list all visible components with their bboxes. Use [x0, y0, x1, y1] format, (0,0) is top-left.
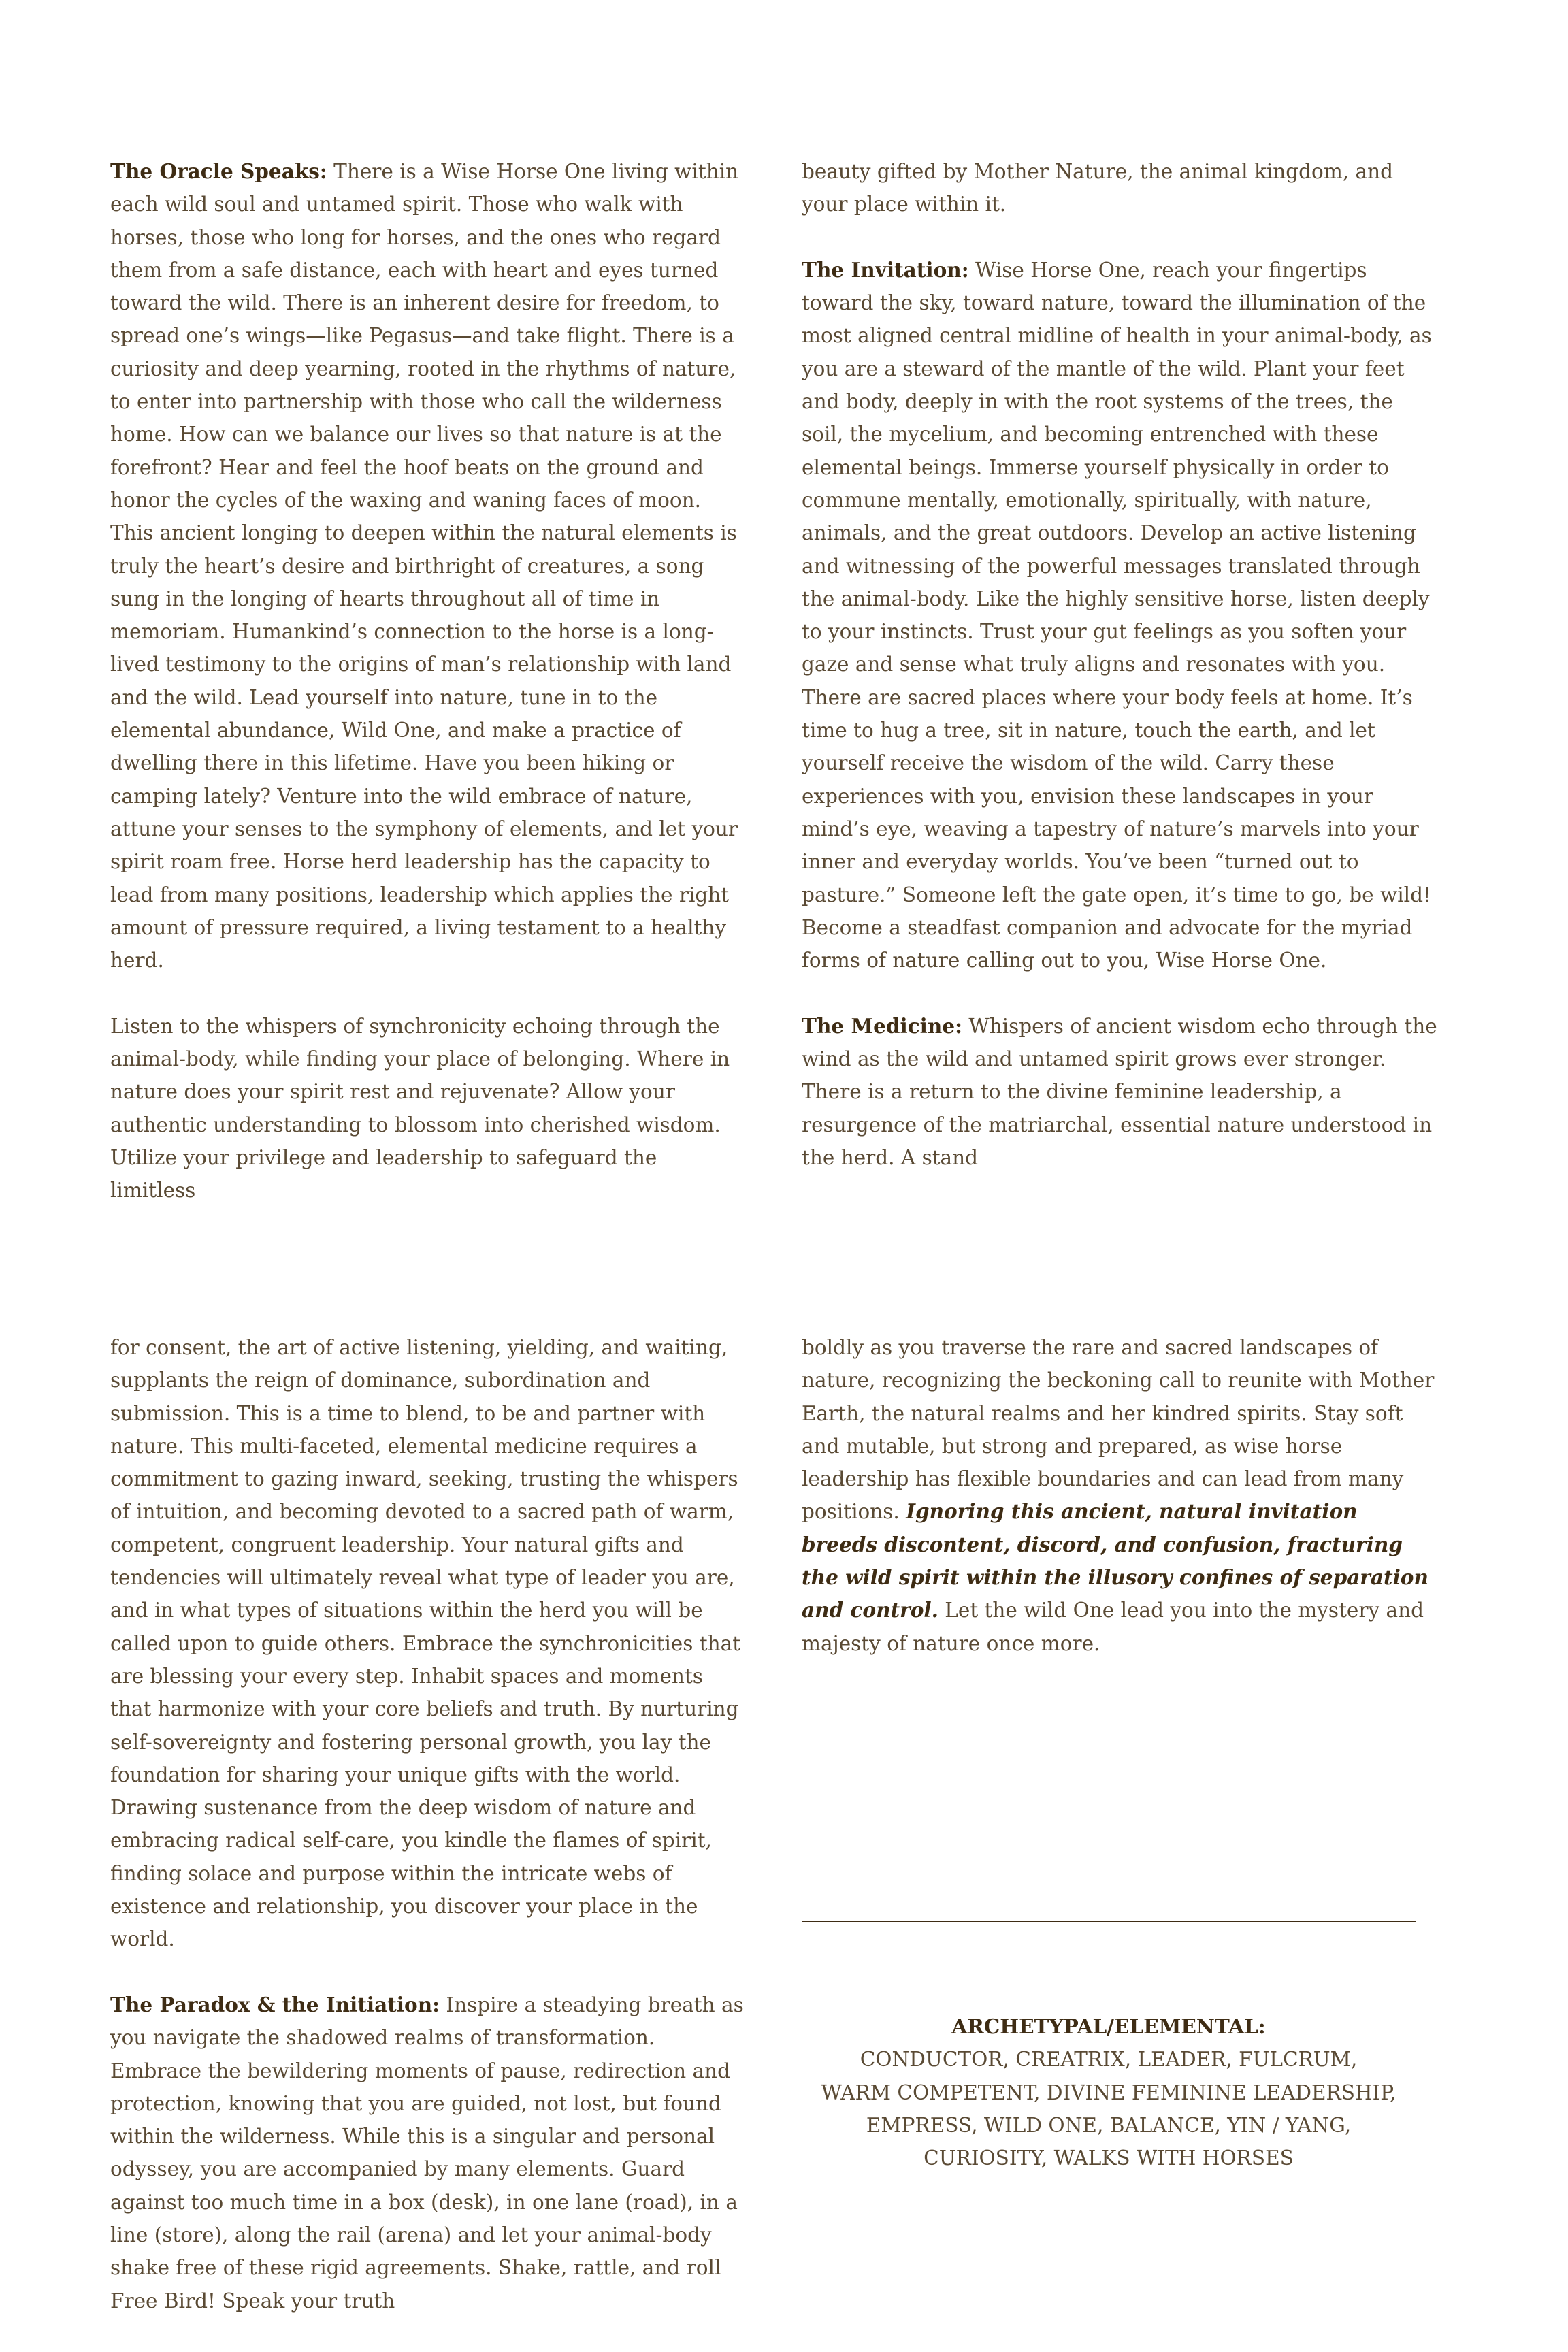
archetype-line: WARM COMPETENT, DIVINE FEMININE LEADERSHIP, — [821, 2080, 1396, 2104]
medicine-heading: The Medicine: — [802, 1013, 962, 1038]
page-two-left-column — [110, 1331, 747, 2317]
paradox-heading: The Paradox & the Initiation: — [110, 1992, 440, 2016]
invitation-paragraph — [802, 254, 1438, 977]
medicine-paragraph — [802, 1010, 1438, 1174]
section-divider — [802, 1921, 1416, 1922]
closing-paragraph — [802, 1331, 1438, 1660]
closing-continued-text: boldly as you traverse the rare and sacred landscapes of nature, recognizing the beckoning call to reunite with Mother Earth, the natural realms and her kindred spirits. Stay soft and mutable, but strong and prepared, as wise horse leadership has flexible boundaries and can lead from many positions. — [802, 1336, 1435, 1524]
paradox-paragraph — [110, 1989, 747, 2317]
continued-paragraph: beauty gifted by Mother Nature, the animal kingdom, and your place within it. — [802, 160, 1394, 216]
emphasis-text: Ignoring this ancient, natural invitation breeds discontent, discord, and confusion, fracturing the wild spirit within the illusory confines of separation and control. — [802, 1499, 1428, 1622]
page-two — [0, 1176, 1568, 2352]
archetype-heading: ARCHETYPAL/ELEMENTAL: — [951, 2014, 1266, 2038]
invitation-body: Wise Horse One, reach your fingertips toward the sky, toward nature, toward the illumination of the most aligned central midline of health in your animal-body, as you are a steward of the mantle of the wild. Plant your feet and body, deeply in with the root systems of the trees, the soil, the mycelium, and becoming entrenched with these elemental beings. Immerse yourself physically in order to commune mentally, emotionally, spiritually, with nature, animals, and the great outdoors. Develop an active listening and witnessing of the powerful messages translated through the animal-body. Like the highly sensitive horse, listen deeply to your instincts. Trust your gut feelings as you soften your gaze and sense what truly aligns and resonates with you. There are sacred places where your body feels at home. It’s time to hug a tree, sit in nature, touch the earth, and let yourself receive the wisdom of the wild. Carry these experiences with you, envision these landscapes in your mind’s eye, weaving a tapestry of nature’s marvels into your inner and everyday worlds. You’ve been “turned out to pasture.” Someone left the gate open, it’s time to go, be wild! Become a steadfast companion and advocate for the myriad forms of nature calling out to you, Wise Horse One. — [802, 258, 1432, 973]
archetype-line: CONDUCTOR, CREATRIX, LEADER, FULCRUM, — [860, 2048, 1358, 2072]
archetype-block — [802, 2010, 1416, 2174]
listen-paragraph: Listen to the whispers of synchronicity echoing through the animal-body, while finding your place of belonging. Where in nature does your spirit rest and rejuvenate? Allow your authentic understanding to blossom into cherished wisdom. Utilize your privilege and leadership to safeguard the limitless — [110, 1014, 730, 1203]
oracle-paragraph — [110, 155, 747, 977]
medicine-continued-paragraph: for consent, the art of active listening, yielding, and waiting, supplants the reign of dominance, subordination and submission. This is a time to blend, to be and partner with nature. This multi-faceted, elemental medicine requires a commitment to gazing inward, seeking, trusting the whispers of intuition, and becoming devoted to a sacred path of warm, competent, congruent leadership. Your natural gifts and tendencies will ultimately reveal what type of leader you are, and in what types of situations within the herd you will be called upon to guide others. Embrace the synchronicities that are blessing your every step. Inhabit spaces and moments that harmonize with your core beliefs and truth. By nurturing self-sovereignty and fostering personal growth, you lay the foundation for sharing your unique gifts with the world. Drawing sustenance from the deep wisdom of nature and embracing radical self-care, you kindle the flames of spirit, finding solace and purpose within the intricate webs of existence and relationship, you discover your place in the world. — [110, 1336, 741, 1951]
paradox-body: Inspire a steadying breath as you navigate the shadowed realms of transformation. Embrace the bewildering moments of pause, redirection and protection, knowing that you are guided, not lost, but found within the wilderness. While this is a singular and personal odyssey, you are accompanied by many elements. Guard against too much time in a box (desk), in one lane (road), in a line (store), along the rail (arena) and let your animal-body shake free of these rigid agreements. Shake, rattle, and roll Free Bird! Speak your truth — [110, 1993, 744, 2313]
closing-text: Let the wild One lead you into the mystery and majesty of nature once more. — [802, 1599, 1424, 1655]
archetype-line: EMPRESS, WILD ONE, BALANCE, YIN / YANG, — [866, 2113, 1352, 2137]
page-one-right-column — [802, 155, 1438, 1174]
oracle-body: There is a Wise Horse One living within each wild soul and untamed spirit. Those who walk with horses, those who long for horses, and the ones who regard them from a safe distance, each with heart and eyes turned toward the wild. There is an inherent desire for freedom, to spread one’s wings—like Pegasus—and take flight. There is a curiosity and deep yearning, rooted in the rhythms of nature, to enter into partnership with those who call the wilderness home. How can we balance our lives so that nature is at the forefront? Hear and feel the hoof beats on the ground and honor the cycles of the waxing and waning faces of moon. This ancient longing to deepen within the natural elements is truly the heart’s desire and birthright of creatures, a song sung in the longing of hearts throughout all of time in memoriam. Humankind’s connection to the horse is a long-lived testimony to the origins of man’s relationship with land and the wild. Lead yourself into nature, tune in to the elemental abundance, Wild One, and make a practice of dwelling there in this lifetime. Have you been hiking or camping lately? Venture into the wild embrace of nature, attune your senses to the symphony of elements, and let your spirit roam free. Horse herd leadership has the capacity to lead from many positions, leadership which applies the right amount of pressure required, a living testament to a healthy herd. — [110, 160, 739, 973]
medicine-body: Whispers of ancient wisdom echo through the wind as the wild and untamed spirit grows ever stronger. There is a return to the divine feminine leadership, a resurgence of the matriarchal, essential nature understood in the herd. A stand — [802, 1014, 1437, 1169]
page-two-right-column — [802, 1331, 1438, 1660]
invitation-heading: The Invitation: — [802, 257, 969, 282]
oracle-heading: The Oracle Speaks: — [110, 159, 327, 183]
archetype-line: CURIOSITY, WALKS WITH HORSES — [924, 2146, 1294, 2170]
page-one-left-column — [110, 155, 747, 1207]
